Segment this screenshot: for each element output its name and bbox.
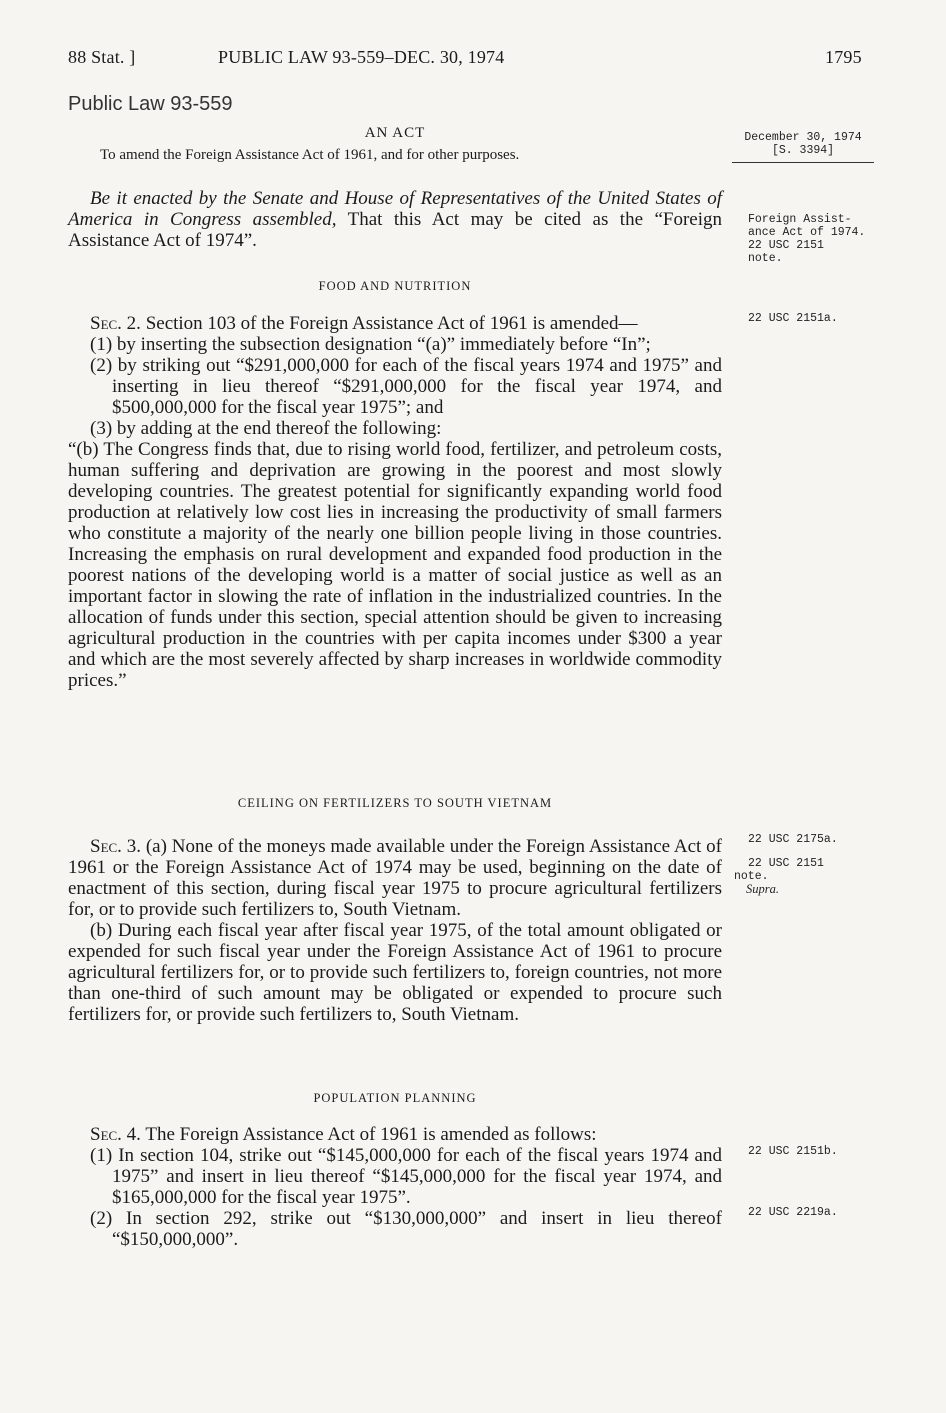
margin-note-line: note. — [748, 252, 783, 265]
margin-note-sec2: 22 USC 2151a. — [748, 312, 838, 325]
page-number: 1795 — [825, 47, 862, 67]
section-2 — [68, 313, 722, 691]
sec3-subsection-b: (b) During each fiscal year after fiscal year 1975, of the total amount obligated or expended for such fiscal year under the Foreign Assistance Act of 1961 to procure agricultural fertilizers for, or to provide such fertilizers to, foreign countries, not more than one-third of such amount may be obligated or expended to procure such fertilizers for, or provide such fertilizers to, South Vietnam. — [68, 920, 722, 1025]
margin-date-note — [732, 131, 874, 157]
sec3-label: Sec. 3. — [90, 836, 142, 857]
margin-note-sec3: 22 USC 2175a. — [748, 833, 838, 846]
sec2-item-1: (1) by inserting the subsection designation “(a)” immediately before “In”; — [90, 334, 651, 355]
enactment-date: December 30, 1974 — [744, 131, 862, 144]
sec2-item-2: (2) by striking out “$291,000,000 for each of the fiscal years 1974 and 1975” and inserting in lieu thereof “$291,000,000 for the fiscal year 1974, and $500,000,000 for the fiscal year 1975”; and — [90, 355, 722, 418]
margin-note-line: 22 USC 2151 — [748, 857, 824, 870]
sec2-intro: Section 103 of the Foreign Assistance Act of 1961 is amended— — [140, 313, 638, 334]
bill-number: [S. 3394] — [771, 144, 835, 157]
enacting-clause — [68, 188, 722, 251]
sec4-label: Sec. 4. — [90, 1124, 141, 1145]
section-3 — [68, 836, 722, 1025]
margin-note-sec4-2: 22 USC 2219a. — [748, 1206, 838, 1219]
margin-rule — [732, 162, 874, 163]
margin-note-line: 22 USC 2151 — [748, 239, 824, 252]
margin-note-line: Foreign Assist- — [748, 213, 852, 226]
act-purpose: To amend the Foreign Assistance Act of 1961, and for other purposes. — [100, 147, 520, 163]
margin-note-supra: Supra. — [746, 882, 779, 896]
heading-ceiling-fertilizers: CEILING ON FERTILIZERS TO SOUTH VIETNAM — [237, 796, 553, 810]
sec2-item-3: (3) by adding at the end thereof the following: — [90, 418, 442, 439]
margin-note-sec3-ref — [734, 857, 824, 896]
act-label: AN ACT — [364, 125, 426, 141]
running-header-title: PUBLIC LAW 93-559–DEC. 30, 1974 — [218, 47, 505, 67]
sec2-quoted-subsection-b: “(b) The Congress finds that, due to rising world food, fertilizer, and petroleum costs, human suffering and deprivation are growing in the poorest and most slowly developing countries. The greatest potential for significantly expanding world food production at relatively low cost lies in increasing the productivity of small farmers who constitute a majority of the nearly one billion people living in those countries. Increasing the emphasis on rural development and expanded food production in the poorest nations of the developing world is a matter of social justice as well as an important factor in slowing the rate of inflation in the industrialized countries. In the allocation of funds under this section, special attention should be given to increasing agricultural production in the countries with per capita incomes under $300 a year and which are the most severely affected by sharp increases in worldwide commodity prices.” — [68, 439, 722, 691]
public-law-title: Public Law 93-559 — [68, 93, 233, 115]
sec2-label: Sec. 2. — [90, 313, 141, 334]
sec3-subsection-a: (a) None of the moneys made available under the Foreign Assistance Act of 1961 or the Foreign Assistance Act of 1974 may be used, beginning on the date of enactment of this section, during fiscal year 1975 to procure agricultural fertilizers for, or to provide such fertilizers to, South Vietnam. — [68, 836, 722, 920]
section-4 — [68, 1124, 722, 1250]
margin-note-line: note. — [734, 870, 769, 883]
heading-population-planning: POPULATION PLANNING — [313, 1091, 477, 1105]
margin-note-sec4-1: 22 USC 2151b. — [748, 1145, 838, 1158]
sec4-intro: The Foreign Assistance Act of 1961 is amended as follows: — [140, 1124, 597, 1145]
margin-note-short-title — [748, 213, 866, 265]
sec4-item-1: (1) In section 104, strike out “$145,000,000 for each of the fiscal years 1974 and 1975” and insert in lieu thereof “$145,000,000 for the fiscal year 1974, and $165,000,000 for the fiscal year 1975”. — [90, 1145, 722, 1208]
short-title-text: That this Act may be cited as the “Foreign Assistance Act of 1974”. — [68, 209, 722, 251]
running-header-stat: 88 Stat. ] — [68, 47, 136, 67]
enacting-formula: Be it enacted by the Senate and House of Representatives of the United States of America in Congress assembled, — [68, 188, 722, 230]
margin-note-line: ance Act of 1974. — [748, 226, 866, 239]
heading-food-nutrition: FOOD AND NUTRITION — [318, 279, 472, 293]
sec4-item-2: (2) In section 292, strike out “$130,000,000” and insert in lieu thereof “$150,000,000”. — [90, 1208, 722, 1250]
